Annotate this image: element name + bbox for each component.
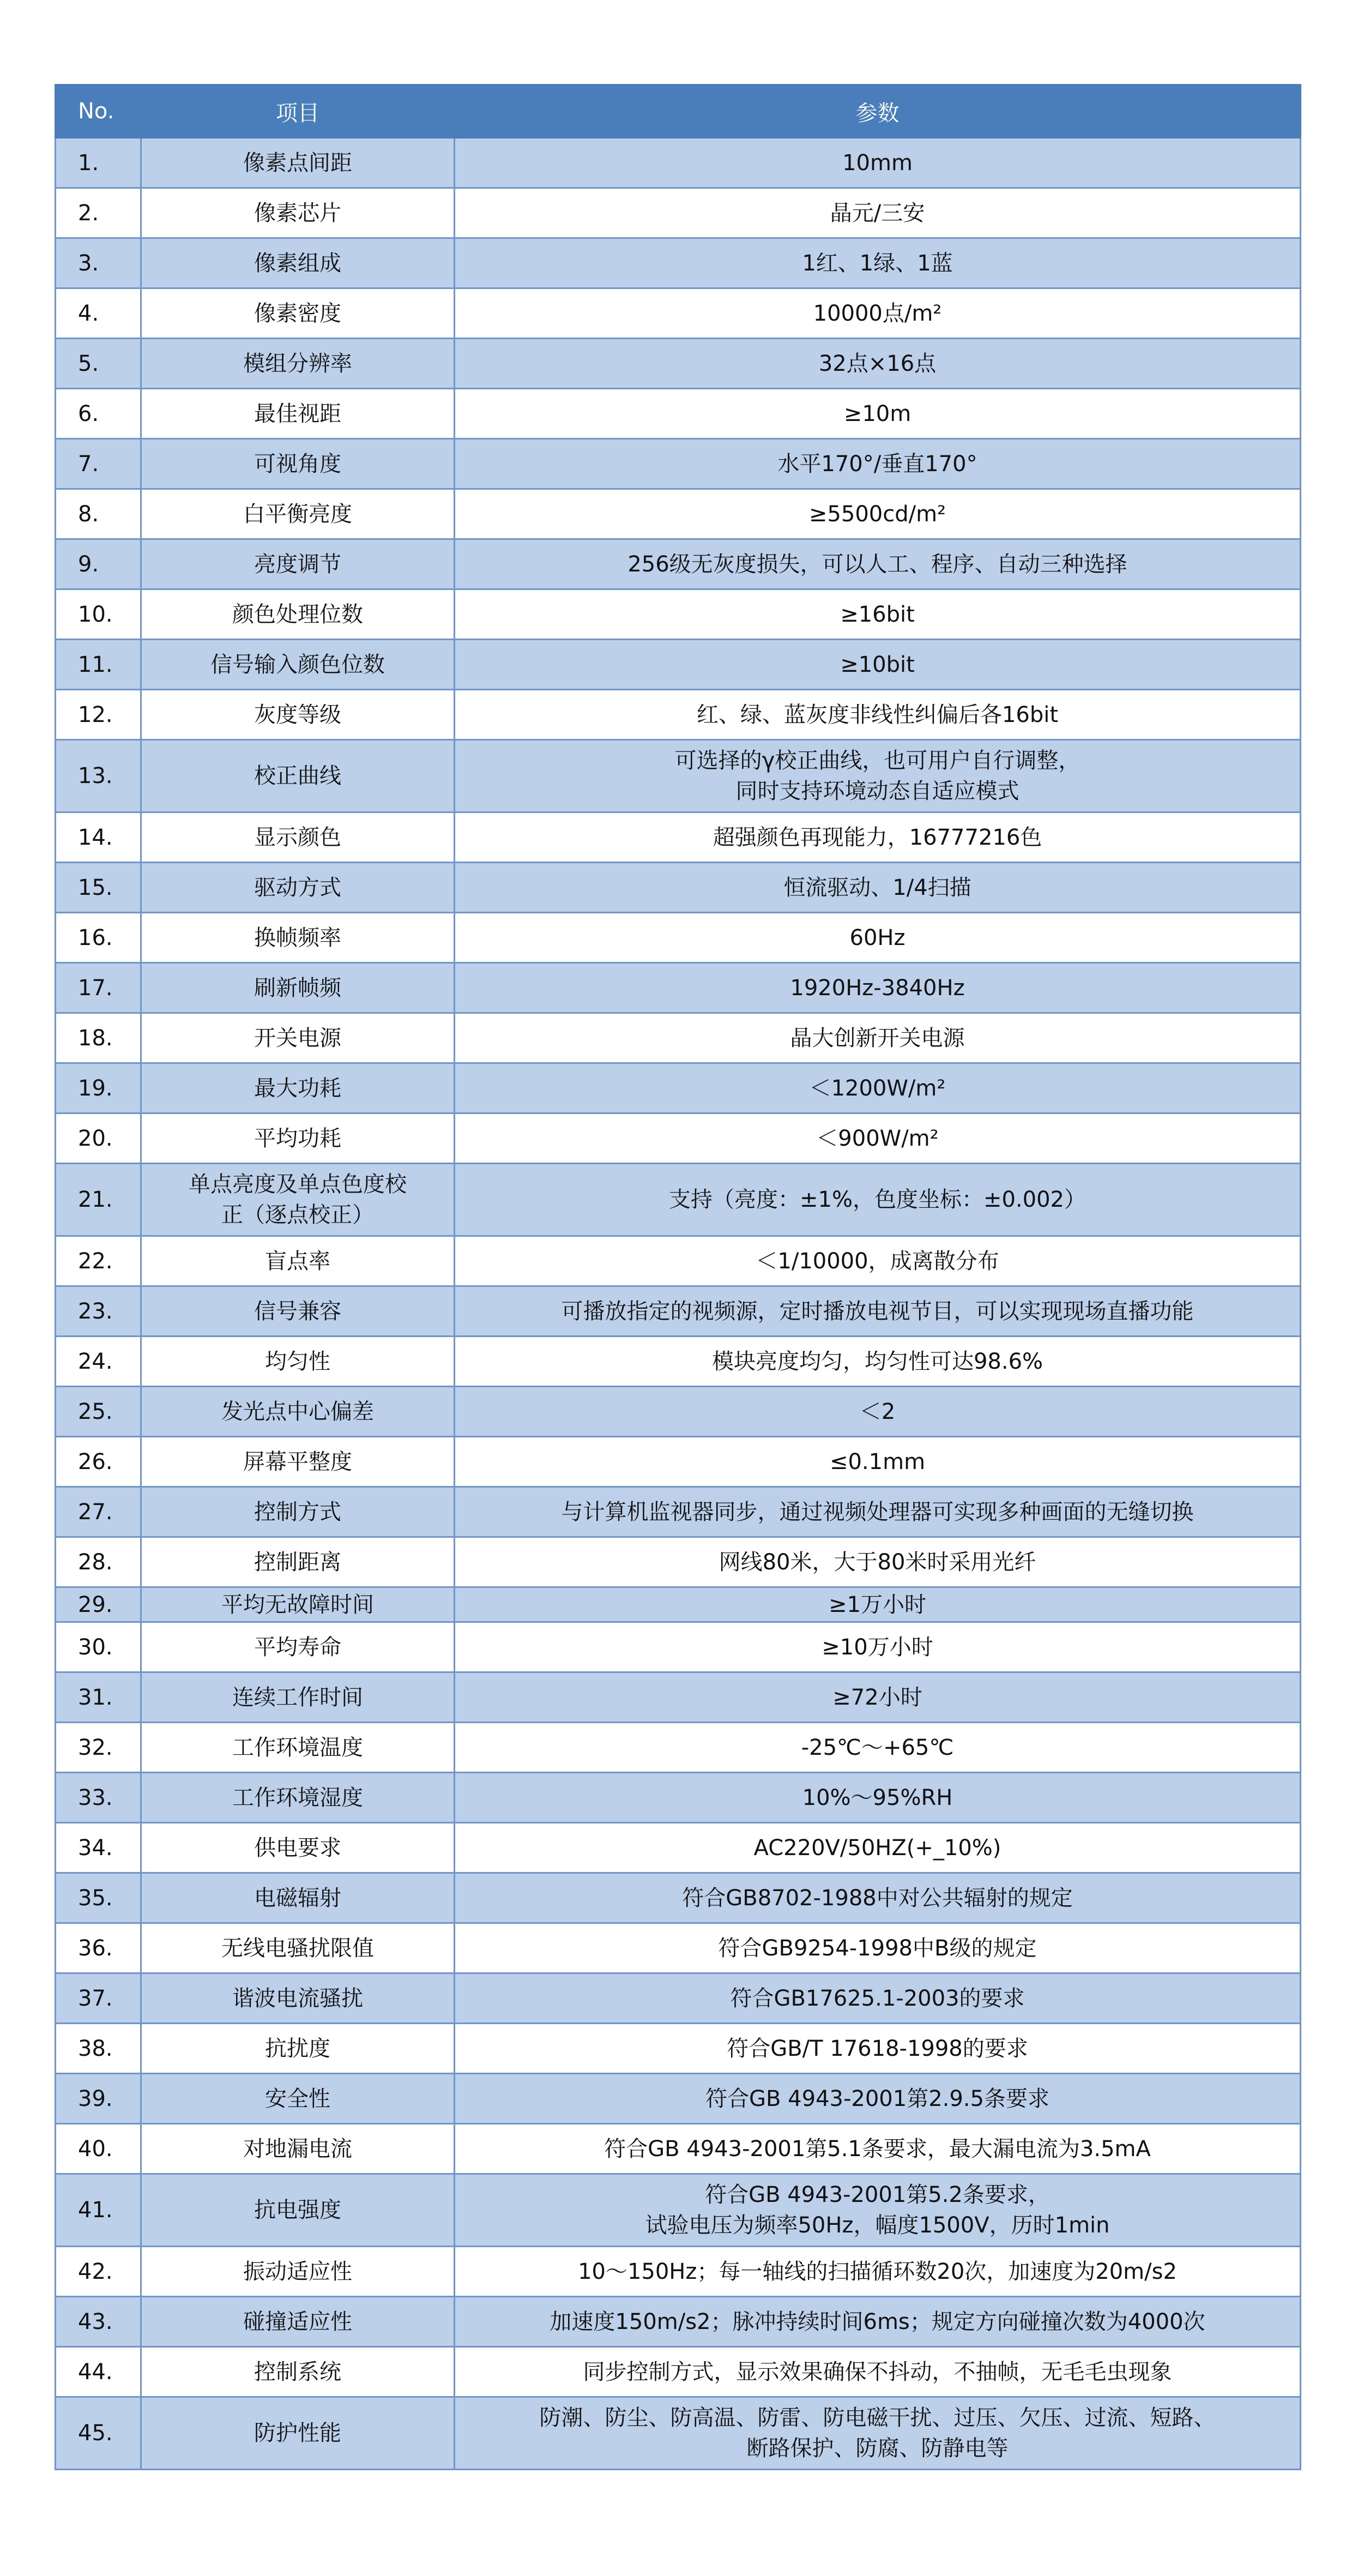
table-row — [56, 1823, 1301, 1873]
table-header-row — [56, 85, 1301, 138]
row-value — [455, 1773, 1301, 1823]
row-item-text: 颜色处理位数 — [232, 601, 363, 627]
table-row — [56, 1773, 1301, 1823]
row-value — [455, 1537, 1301, 1587]
table-row — [56, 640, 1301, 690]
row-item — [141, 1587, 455, 1622]
spec-table-body — [56, 138, 1301, 2470]
row-item-text: 白平衡亮度 — [243, 501, 352, 527]
row-item-text: 控制距离 — [254, 1549, 341, 1575]
row-number: 44. — [56, 2347, 141, 2397]
row-value-text: ≤0.1mm — [829, 1449, 926, 1474]
table-row — [56, 2247, 1301, 2297]
row-value — [455, 2074, 1301, 2124]
row-number: 11. — [56, 640, 141, 690]
row-number: 29. — [56, 1587, 141, 1622]
row-item — [141, 2297, 455, 2347]
row-number: 5. — [56, 339, 141, 389]
row-item-text: 开关电源 — [254, 1025, 341, 1051]
row-number: 3. — [56, 238, 141, 288]
row-item — [141, 238, 455, 288]
row-item — [141, 963, 455, 1013]
table-row — [56, 913, 1301, 963]
row-item — [141, 1387, 455, 1437]
table-row — [56, 1723, 1301, 1773]
row-item — [141, 1622, 455, 1672]
row-item-text: 平均功耗 — [254, 1126, 341, 1151]
row-number: 25. — [56, 1387, 141, 1437]
row-value-text: 10～150Hz；每一轴线的扫描循环数20次，加速度为20m/s2 — [578, 2259, 1177, 2284]
row-value-text: 60Hz — [849, 925, 906, 950]
row-item — [141, 489, 455, 539]
row-value-text: 与计算机监视器同步，通过视频处理器可实现多种画面的无缝切换 — [561, 1499, 1194, 1525]
row-number: 8. — [56, 489, 141, 539]
row-item — [141, 1773, 455, 1823]
row-item-text: 像素芯片 — [254, 200, 341, 226]
row-item — [141, 2347, 455, 2397]
row-item — [141, 1437, 455, 1487]
row-value — [455, 2397, 1301, 2470]
row-number: 4. — [56, 288, 141, 339]
row-value-text: 红、绿、蓝灰度非线性纠偏后各16bit — [696, 702, 1059, 727]
row-item — [141, 1236, 455, 1286]
row-value-text: 符合GB 4943-2001第5.1条要求，最大漏电流为3.5mA — [604, 2136, 1151, 2162]
row-item — [141, 339, 455, 389]
row-value-text: ≥72小时 — [832, 1684, 922, 1710]
table-row — [56, 1973, 1301, 2024]
row-item-text: 振动适应性 — [243, 2259, 352, 2284]
table-row — [56, 1672, 1301, 1723]
row-number: 39. — [56, 2074, 141, 2124]
row-number: 18. — [56, 1013, 141, 1063]
table-row — [56, 1164, 1301, 1236]
row-item — [141, 690, 455, 740]
row-item — [141, 640, 455, 690]
row-item — [141, 1923, 455, 1973]
row-item-text: 控制方式 — [254, 1499, 341, 1525]
row-item — [141, 1063, 455, 1114]
table-row — [56, 690, 1301, 740]
row-number: 30. — [56, 1622, 141, 1672]
row-item-text: 亮度调节 — [254, 551, 341, 577]
table-row — [56, 963, 1301, 1013]
row-number: 28. — [56, 1537, 141, 1587]
row-item-text: 平均寿命 — [254, 1634, 341, 1660]
row-number: 37. — [56, 1973, 141, 2024]
row-item-text: 抗电强度 — [254, 2198, 341, 2223]
row-item — [141, 589, 455, 640]
row-value-text: -25℃～+65℃ — [801, 1735, 954, 1760]
row-item-text: 像素组成 — [254, 250, 341, 276]
row-item — [141, 913, 455, 963]
row-number: 32. — [56, 1723, 141, 1773]
table-row — [56, 1487, 1301, 1537]
row-value — [455, 489, 1301, 539]
row-item — [141, 1114, 455, 1164]
row-value-text: AC220V/50HZ(+_10%) — [753, 1835, 1001, 1861]
row-number: 27. — [56, 1487, 141, 1537]
table-row — [56, 589, 1301, 640]
row-number: 43. — [56, 2297, 141, 2347]
row-value — [455, 389, 1301, 439]
row-item — [141, 2074, 455, 2124]
row-value-text-line2: 断路保护、防腐、防静电等 — [746, 2436, 1009, 2461]
table-row — [56, 1337, 1301, 1387]
row-value — [455, 640, 1301, 690]
row-value — [455, 339, 1301, 389]
row-value-text: ＜2 — [859, 1399, 896, 1424]
header-param: 参数 — [455, 85, 1301, 138]
row-item — [141, 2397, 455, 2470]
row-value-text: 256级无灰度损失，可以人工、程序、自动三种选择 — [627, 551, 1127, 577]
row-value-text: 符合GB8702-1988中对公共辐射的规定 — [682, 1885, 1073, 1911]
row-value-text: 支持（亮度：±1%，色度坐标：±0.002） — [669, 1187, 1086, 1212]
row-value — [455, 2247, 1301, 2297]
row-item — [141, 188, 455, 238]
row-value — [455, 1387, 1301, 1437]
row-item-text: 抗扰度 — [265, 2036, 330, 2061]
row-number: 45. — [56, 2397, 141, 2470]
row-item — [141, 1013, 455, 1063]
row-value — [455, 1923, 1301, 1973]
row-number: 38. — [56, 2024, 141, 2074]
row-number: 34. — [56, 1823, 141, 1873]
row-value-text: 1920Hz-3840Hz — [790, 975, 965, 1001]
row-item — [141, 1973, 455, 2024]
row-value-text: 水平170°/垂直170° — [777, 451, 977, 477]
row-value-text-line2: 试验电压为频率50Hz，幅度1500V，历时1min — [645, 2213, 1110, 2238]
row-item-text: 驱动方式 — [254, 875, 341, 900]
table-row — [56, 1537, 1301, 1587]
row-value — [455, 288, 1301, 339]
row-value-text-line2: 同时支持环境动态自适应模式 — [735, 779, 1019, 804]
row-item — [141, 1487, 455, 1537]
row-value — [455, 812, 1301, 863]
row-item — [141, 439, 455, 489]
row-number: 2. — [56, 188, 141, 238]
row-number: 10. — [56, 589, 141, 640]
row-item-text: 谐波电流骚扰 — [232, 1985, 363, 2011]
row-value-text: ＜1/10000，成离散分布 — [756, 1248, 999, 1274]
row-item — [141, 539, 455, 589]
row-item — [141, 863, 455, 913]
row-number: 13. — [56, 740, 141, 812]
row-item-text: 均匀性 — [265, 1349, 330, 1374]
row-value-text: 可选择的γ校正曲线，也可用户自行调整， — [674, 748, 1081, 773]
row-value — [455, 690, 1301, 740]
row-item-text: 平均无故障时间 — [221, 1592, 374, 1617]
row-item — [141, 1723, 455, 1773]
row-number: 35. — [56, 1873, 141, 1923]
row-value-text: ≥10m — [843, 401, 912, 426]
row-value — [455, 138, 1301, 188]
row-item — [141, 288, 455, 339]
row-value — [455, 2024, 1301, 2074]
row-number: 23. — [56, 1286, 141, 1337]
row-value-text: 恒流驱动、1/4扫描 — [783, 875, 971, 900]
row-item-text: 模组分辨率 — [243, 351, 352, 376]
row-item-text: 换帧频率 — [254, 925, 341, 950]
row-value — [455, 1672, 1301, 1723]
table-row — [56, 1063, 1301, 1114]
table-row — [56, 238, 1301, 288]
row-item — [141, 812, 455, 863]
row-value — [455, 1622, 1301, 1672]
row-value-text: 晶元/三安 — [830, 200, 925, 226]
row-value — [455, 2297, 1301, 2347]
row-value — [455, 439, 1301, 489]
table-row — [56, 539, 1301, 589]
row-value — [455, 1587, 1301, 1622]
row-item-text: 供电要求 — [254, 1835, 341, 1861]
row-number: 1. — [56, 138, 141, 188]
row-item-text: 防护性能 — [254, 2421, 341, 2446]
row-value-text: 符合GB17625.1-2003的要求 — [730, 1985, 1025, 2011]
row-value — [455, 2347, 1301, 2397]
row-number: 14. — [56, 812, 141, 863]
row-number: 12. — [56, 690, 141, 740]
row-item — [141, 138, 455, 188]
row-item-text: 工作环境温度 — [232, 1735, 363, 1760]
row-value-text: ＜1200W/m² — [809, 1075, 946, 1101]
row-number: 33. — [56, 1773, 141, 1823]
row-value-text: ≥1万小时 — [829, 1592, 926, 1617]
row-number: 41. — [56, 2174, 141, 2247]
row-value-text: 网线80米，大于80米时采用光纤 — [719, 1549, 1036, 1575]
row-number: 42. — [56, 2247, 141, 2297]
row-value-text: 1红、1绿、1蓝 — [802, 250, 953, 276]
row-item — [141, 1537, 455, 1587]
table-row — [56, 188, 1301, 238]
row-item-text: 最佳视距 — [254, 401, 341, 426]
row-value — [455, 963, 1301, 1013]
row-item — [141, 1873, 455, 1923]
row-number: 6. — [56, 389, 141, 439]
row-value-text: 符合GB 4943-2001第2.9.5条要求 — [705, 2086, 1049, 2111]
row-value-text: 符合GB 4943-2001第5.2条要求， — [705, 2182, 1050, 2207]
row-item — [141, 389, 455, 439]
row-item-text: 像素点间距 — [243, 150, 352, 176]
row-item — [141, 2124, 455, 2174]
row-item — [141, 1286, 455, 1337]
row-item-text-line2: 正（逐点校正） — [221, 1202, 374, 1227]
table-row — [56, 863, 1301, 913]
row-value — [455, 2174, 1301, 2247]
table-row — [56, 1437, 1301, 1487]
table-row — [56, 2174, 1301, 2247]
table-row — [56, 489, 1301, 539]
table-row — [56, 138, 1301, 188]
row-item-text: 发光点中心偏差 — [221, 1399, 374, 1424]
row-item-text: 对地漏电流 — [243, 2136, 352, 2162]
row-value — [455, 1823, 1301, 1873]
row-value-text: 符合GB9254-1998中B级的规定 — [718, 1935, 1037, 1961]
row-value-text: 10mm — [842, 150, 913, 176]
row-value — [455, 1164, 1301, 1236]
row-number: 15. — [56, 863, 141, 913]
row-value-text: ≥10bit — [840, 652, 915, 677]
row-value — [455, 1973, 1301, 2024]
row-item-text: 可视角度 — [254, 451, 341, 477]
row-item-text: 灰度等级 — [254, 702, 341, 727]
table-row — [56, 1622, 1301, 1672]
table-row — [56, 2397, 1301, 2470]
row-number: 21. — [56, 1164, 141, 1236]
row-item — [141, 1164, 455, 1236]
row-value — [455, 1873, 1301, 1923]
table-row — [56, 2347, 1301, 2397]
table-row — [56, 288, 1301, 339]
row-value-text: ≥16bit — [840, 601, 915, 627]
row-value — [455, 1337, 1301, 1387]
row-number: 31. — [56, 1672, 141, 1723]
row-value-text: 10%～95%RH — [802, 1785, 953, 1810]
row-value-text: ≥10万小时 — [822, 1634, 933, 1660]
row-item-text: 无线电骚扰限值 — [221, 1935, 374, 1961]
row-value — [455, 740, 1301, 812]
row-item-text: 刷新帧频 — [254, 975, 341, 1001]
row-number: 20. — [56, 1114, 141, 1164]
row-item-text: 电磁辐射 — [254, 1885, 341, 1911]
table-row — [56, 2124, 1301, 2174]
table-row — [56, 1286, 1301, 1337]
row-value-text: 模块亮度均匀，均匀性可达98.6% — [711, 1349, 1043, 1374]
table-row — [56, 1587, 1301, 1622]
row-item — [141, 1337, 455, 1387]
row-item-text: 最大功耗 — [254, 1075, 341, 1101]
row-value — [455, 1013, 1301, 1063]
row-value — [455, 2124, 1301, 2174]
row-number: 24. — [56, 1337, 141, 1387]
row-value — [455, 1286, 1301, 1337]
row-value-text: 晶大创新开关电源 — [790, 1025, 965, 1051]
table-row — [56, 812, 1301, 863]
table-row — [56, 2297, 1301, 2347]
row-item — [141, 1823, 455, 1873]
row-item — [141, 1672, 455, 1723]
row-number: 26. — [56, 1437, 141, 1487]
row-value-text: ≥5500cd/m² — [808, 501, 946, 527]
row-number: 40. — [56, 2124, 141, 2174]
table-row — [56, 2024, 1301, 2074]
row-item-text: 盲点率 — [265, 1248, 330, 1274]
table-row — [56, 339, 1301, 389]
row-value — [455, 589, 1301, 640]
table-row — [56, 1236, 1301, 1286]
row-item-text: 连续工作时间 — [232, 1684, 363, 1710]
row-item-text: 信号输入颜色位数 — [210, 652, 385, 677]
row-value — [455, 913, 1301, 963]
row-value — [455, 863, 1301, 913]
row-item-text: 校正曲线 — [254, 763, 341, 789]
table-row — [56, 1923, 1301, 1973]
row-value — [455, 238, 1301, 288]
table-row — [56, 2074, 1301, 2124]
table-row — [56, 1387, 1301, 1437]
table-row — [56, 740, 1301, 812]
header-no: No. — [56, 85, 141, 138]
row-number: 19. — [56, 1063, 141, 1114]
row-item-text: 显示颜色 — [254, 824, 341, 850]
row-item — [141, 740, 455, 812]
header-item: 项目 — [141, 85, 455, 138]
row-value — [455, 539, 1301, 589]
table-row — [56, 439, 1301, 489]
row-item — [141, 2024, 455, 2074]
row-value-text: 超强颜色再现能力，16777216色 — [713, 824, 1042, 850]
row-item-text: 控制系统 — [254, 2359, 341, 2385]
row-item — [141, 2247, 455, 2297]
row-item-text: 像素密度 — [254, 300, 341, 326]
row-number: 17. — [56, 963, 141, 1013]
spec-table — [55, 84, 1301, 2470]
row-item — [141, 2174, 455, 2247]
table-row — [56, 1873, 1301, 1923]
row-value-text: 同步控制方式，显示效果确保不抖动，不抽帧，无毛毛虫现象 — [583, 2359, 1172, 2385]
row-value-text: 10000点/m² — [813, 300, 942, 326]
row-value-text: 防潮、防尘、防高温、防雷、防电磁干扰、过压、欠压、过流、短路、 — [539, 2405, 1216, 2430]
row-item-text: 碰撞适应性 — [243, 2309, 352, 2334]
row-value — [455, 188, 1301, 238]
row-value-text: 可播放指定的视频源，定时播放电视节目，可以实现现场直播功能 — [561, 1298, 1194, 1324]
table-row — [56, 389, 1301, 439]
row-value — [455, 1437, 1301, 1487]
row-value — [455, 1236, 1301, 1286]
row-item-text: 单点亮度及单点色度校 — [189, 1172, 407, 1197]
row-item-text: 安全性 — [265, 2086, 330, 2111]
row-number: 7. — [56, 439, 141, 489]
table-row — [56, 1114, 1301, 1164]
row-value — [455, 1487, 1301, 1537]
row-value — [455, 1723, 1301, 1773]
table-row — [56, 1013, 1301, 1063]
row-number: 16. — [56, 913, 141, 963]
row-value-text: ＜900W/m² — [816, 1126, 939, 1151]
row-item-text: 信号兼容 — [254, 1298, 341, 1324]
row-number: 36. — [56, 1923, 141, 1973]
row-number: 22. — [56, 1236, 141, 1286]
row-value — [455, 1114, 1301, 1164]
row-value-text: 加速度150m/s2；脉冲持续时间6ms；规定方向碰撞次数为4000次 — [550, 2309, 1205, 2334]
row-item-text: 工作环境湿度 — [232, 1785, 363, 1810]
row-value-text: 符合GB/T 17618-1998的要求 — [727, 2036, 1028, 2061]
row-number: 9. — [56, 539, 141, 589]
row-value-text: 32点×16点 — [818, 351, 937, 376]
row-item-text: 屏幕平整度 — [243, 1449, 352, 1474]
row-value — [455, 1063, 1301, 1114]
